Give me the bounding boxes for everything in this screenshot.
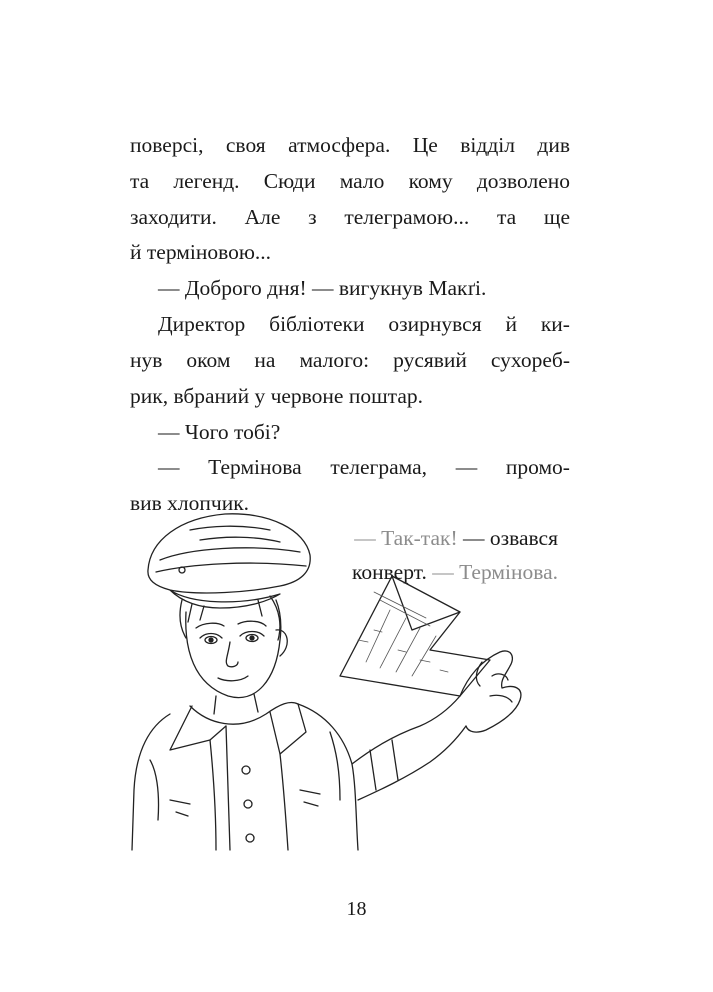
word: та — [130, 169, 150, 193]
word: озирнувся — [388, 312, 482, 336]
word: відділ — [460, 133, 515, 157]
word: бібліотеки — [269, 312, 365, 336]
word: з — [308, 205, 317, 229]
word: дозволено — [476, 169, 570, 193]
word: телеграма, — [330, 455, 428, 479]
text-line-3 — [130, 201, 570, 234]
word: див — [537, 133, 570, 157]
word: ще — [543, 205, 570, 229]
word: та — [496, 205, 517, 229]
line-text: — Чого тобі? — [158, 420, 281, 444]
text-line-10 — [158, 451, 570, 484]
word: Термінова — [208, 455, 302, 479]
word: Але — [244, 205, 281, 229]
word: малого: — [299, 348, 370, 372]
word: Директор — [158, 312, 246, 336]
word: — — [158, 455, 180, 479]
word: — — [455, 455, 478, 479]
word: на — [254, 348, 276, 372]
text-line-9 — [158, 416, 570, 449]
word: атмосфера. — [288, 133, 391, 157]
page-number: 18 — [346, 898, 367, 920]
grey-text: — Так-так! — [354, 526, 458, 550]
line-text: рик, вбраний у червоне поштар. — [130, 384, 423, 408]
word: й — [505, 312, 517, 336]
word: своя — [225, 133, 266, 157]
word: оком — [186, 348, 231, 372]
line-text: — Доброго дня! — вигукнув Макґі. — [158, 276, 487, 300]
word: сухореб- — [490, 348, 570, 372]
word: заходити. — [130, 205, 217, 229]
text-line-1 — [130, 129, 570, 162]
text-line-7 — [130, 344, 570, 377]
black-text: конверт. — [352, 560, 427, 584]
text-line-6 — [158, 308, 570, 341]
word: нув — [130, 348, 163, 372]
line-text: вив хлопчик. — [130, 491, 250, 515]
word: легенд. — [173, 169, 240, 193]
word: мало — [339, 169, 385, 193]
word: русявий — [393, 348, 467, 372]
black-text: — озвався — [457, 526, 558, 550]
boy-with-telegram-illustration — [130, 500, 530, 860]
line-text: й терміновою... — [130, 240, 272, 264]
word: ки- — [540, 312, 570, 336]
word: Сюди — [263, 169, 316, 193]
text-line-8 — [130, 380, 570, 413]
text-line-4 — [130, 236, 570, 269]
grey-text: — Термінова. — [426, 560, 558, 584]
word: кому — [408, 169, 453, 193]
word: промо- — [505, 455, 570, 479]
word: Це — [412, 133, 438, 157]
text-line-5 — [158, 272, 570, 305]
text-line-2 — [130, 165, 570, 198]
word: телеграмою... — [344, 205, 470, 229]
word: поверсі, — [130, 133, 204, 157]
